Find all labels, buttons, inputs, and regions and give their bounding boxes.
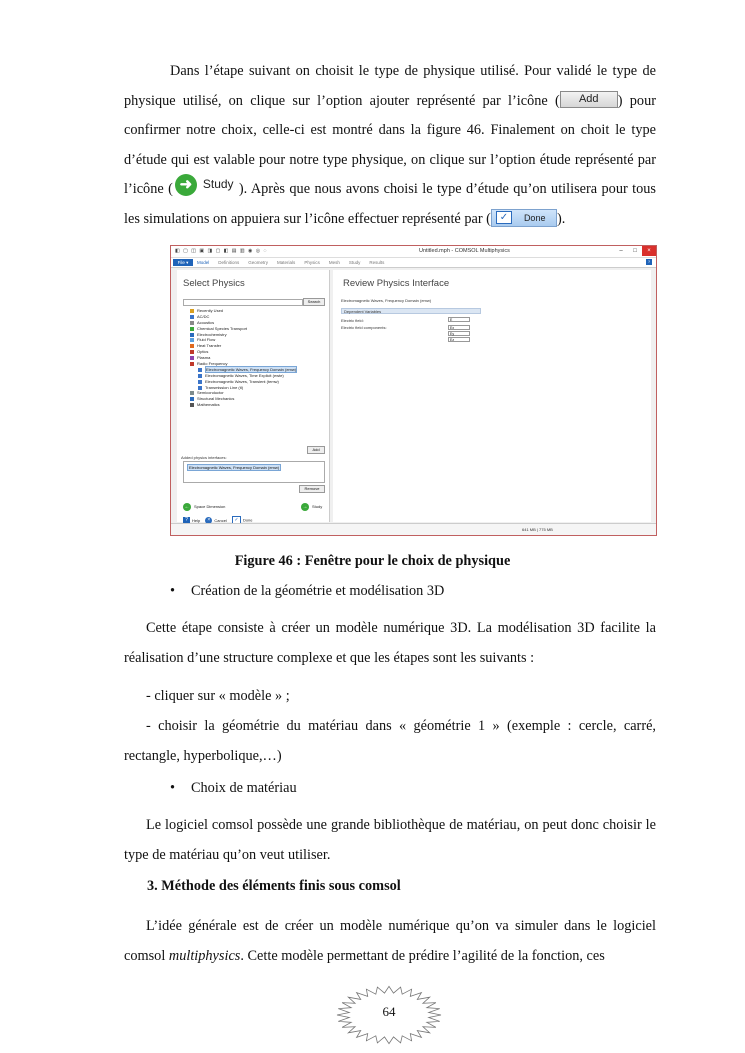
ribbon-tabs [197, 260, 393, 265]
ribbon-tab[interactable]: Model [197, 260, 210, 265]
close-icon[interactable]: × [642, 246, 656, 256]
done-icon[interactable]: ✓ [232, 516, 241, 525]
arrow-right-icon: ➜ [175, 174, 197, 196]
physics-icon [198, 374, 202, 378]
dependent-variables-header[interactable]: Dependent Variables [341, 308, 481, 314]
step-two-text: - choisir la géométrie du matériau dans « géométrie 1 » (exemple : cercle, carré, rectangle, hyperbolique,…) [124, 718, 656, 764]
add-button[interactable]: Add [307, 446, 325, 454]
figure-caption: Figure 46 : Fenêtre pour le choix de physique [234, 553, 511, 569]
interface-name: Electromagnetic Waves, Frequency Domain (emw) [341, 298, 432, 303]
physics-icon [190, 362, 194, 366]
bullet-text: Choix de matériau [191, 780, 297, 796]
fem-paragraph [124, 912, 656, 971]
ribbon-tab[interactable]: Materials [277, 260, 296, 265]
tree-item-label: Plasma [197, 355, 211, 361]
done-label: Done [523, 212, 546, 223]
component-y-input[interactable]: Ey [448, 331, 470, 336]
tree-item-label: Electromagnetic Waves, Frequency Domain (emw) [206, 366, 297, 372]
electric-field-label: Electric field: [341, 318, 364, 323]
intro-text-b: ) pour confirmer notre choix, celle-ci est montré dans la figure 46. Finalement on choit le type d’étude qui est valable pour notre type physique, on clique sur l’option étude représenté par l’icône ( [124, 92, 656, 198]
study-nav-label: Study [312, 504, 323, 510]
physics-icon [190, 391, 194, 395]
geometry-paragraph [124, 614, 656, 673]
component-z-input[interactable]: Ez [448, 337, 470, 342]
inline-done-button [491, 209, 557, 227]
physics-icon [190, 309, 194, 313]
arrow-left-icon: ← [184, 504, 190, 510]
intro-text-a: Dans l’étape suivant on choisit le type de physique utilisé. Pour validé le type de physique utilisé, on clique sur l’option ajouter représenté par l’icône ( [124, 63, 656, 109]
memory-status: 641 MB | 775 MB [522, 527, 553, 532]
quick-access-icons: ◧ ▢ ◫ ▣ ◨ ▢ ◧ ▤ ▥ ◉ ◎ ◌ [175, 248, 268, 254]
material-text: Le logiciel comsol possède une grande bibliothèque de matériau, on peut donc choisir le type de matériau qu’on veut utiliser. [124, 817, 656, 863]
arrow-right-icon: → [302, 504, 308, 510]
intro-text-c: ). Après que nous avons choisi le type d’étude qu’on utilisera pour tous les simulations on appuiera sur l’icône effectuer représenté par ( [124, 181, 656, 227]
physics-icon [190, 356, 194, 360]
search-button[interactable]: Search [303, 298, 325, 306]
physics-icon [190, 315, 194, 319]
inline-study-button [173, 174, 239, 198]
intro-text-d: ). [556, 210, 566, 227]
electric-field-input[interactable]: E [448, 317, 470, 322]
tree-item-label: Recently Used [197, 308, 224, 313]
review-physics-panel [333, 270, 651, 522]
tree-item-label: Mathematics [197, 402, 220, 408]
added-physics-label: Added physics interfaces: [181, 455, 227, 460]
physics-icon [190, 403, 194, 407]
checkbox-icon: ✓ [496, 211, 512, 224]
search-input[interactable] [183, 299, 303, 306]
physics-icon [190, 344, 194, 348]
tree-item-label: Transmission Line (tl) [205, 384, 244, 390]
physics-icon [190, 350, 194, 354]
components-label: Electric field components: [341, 325, 387, 330]
help-icon[interactable]: ? [183, 517, 190, 524]
added-physics-list [183, 461, 325, 483]
tree-item-label: Heat Transfer [197, 343, 222, 349]
physics-icon [190, 338, 194, 342]
physics-icon [198, 368, 202, 372]
ribbon [171, 258, 656, 268]
geometry-text: Cette étape consiste à créer un modèle numérique 3D. La modélisation 3D facilite la réalisation d’une structure complexe et que les étapes sont les suivants : [124, 620, 656, 666]
space-dimension-button[interactable] [183, 503, 225, 511]
tree-item-label: Semiconductor [197, 390, 224, 396]
tree-item-label: Fluid Flow [197, 337, 216, 343]
component-x-input[interactable]: Ex [448, 325, 470, 330]
tree-item-label: Structural Mechanics [197, 396, 235, 402]
done-label[interactable]: Done [242, 517, 253, 523]
tree-item-label: Electromagnetic Waves, Transient (temw) [205, 378, 279, 384]
file-menu[interactable]: File ▾ [173, 259, 193, 266]
physics-tree [187, 308, 325, 408]
tree-item-label: Electromagnetic Waves, Time Explicit (ewte) [205, 372, 284, 378]
study-label: Study [202, 177, 234, 192]
tree-item-label: Electrochemistry [197, 331, 227, 337]
fem-text-a: L’idée générale est de créer un modèle numérique qu’on va simuler dans le logiciel comsol [124, 918, 656, 964]
remove-button[interactable]: Remove [299, 485, 325, 493]
review-physics-title: Review Physics Interface [343, 278, 450, 289]
bullet-icon: • [170, 583, 176, 599]
cancel-label[interactable]: Cancel [214, 517, 227, 523]
tree-item-label: Chemical Species Transport [197, 325, 248, 331]
bullet-icon: • [170, 780, 176, 796]
maximize-icon[interactable]: □ [633, 248, 637, 254]
step-two [124, 712, 656, 771]
window-titlebar [171, 246, 656, 258]
ribbon-tab[interactable]: Mesh [328, 260, 340, 265]
ribbon-tab[interactable]: Physics [304, 260, 320, 265]
added-physics-item[interactable]: Electromagnetic Waves, Frequency Domain (emw) [189, 465, 280, 470]
intro-paragraph [124, 57, 656, 235]
space-dimension-label: Space Dimension [194, 504, 226, 510]
page-number: 64 [382, 1004, 396, 1019]
fem-text-b: . Cette modèle permettant de prédire l’agilité de la fonction, ces [240, 947, 605, 964]
physics-icon [198, 386, 202, 390]
section-heading: 3. Méthode des éléments finis sous comsol [147, 878, 401, 894]
tree-item[interactable] [187, 402, 325, 408]
help-label[interactable]: Help [192, 517, 201, 523]
window-title: Untitled.mph - COMSOL Multiphysics [419, 248, 510, 254]
physics-icon [190, 397, 194, 401]
tree-item-label: AC/DC [197, 313, 210, 319]
minimize-icon[interactable]: – [619, 248, 623, 254]
tree-item-label: Optics [197, 349, 209, 355]
ribbon-tab[interactable]: Results [369, 260, 385, 265]
tree-item-label: Radio Frequency [197, 361, 228, 367]
physics-icon [190, 327, 194, 331]
material-paragraph [124, 811, 656, 870]
inline-add-button: Add [560, 91, 618, 108]
physics-icon [190, 333, 194, 337]
help-icon[interactable]: ? [647, 259, 651, 264]
step-one [124, 682, 656, 712]
tree-item-label: Acoustics [197, 319, 215, 325]
comsol-screenshot [170, 245, 657, 536]
bullet-text: Création de la géométrie et modélisation 3D [191, 583, 445, 599]
ribbon-tab[interactable]: Definitions [218, 260, 240, 265]
page-number-badge [336, 985, 442, 1045]
study-nav-button[interactable] [301, 503, 322, 511]
physics-icon [198, 380, 202, 384]
status-bar [171, 523, 656, 536]
fem-text-em: multiphysics [168, 947, 241, 964]
step-one-text: - cliquer sur « modèle » ; [146, 688, 290, 704]
select-physics-title: Select Physics [183, 278, 245, 289]
cancel-icon[interactable]: × [205, 517, 212, 524]
physics-icon [190, 321, 194, 325]
ribbon-tab[interactable]: Geometry [248, 260, 269, 265]
ribbon-tab[interactable]: Study [348, 260, 361, 265]
select-physics-panel [177, 270, 330, 522]
